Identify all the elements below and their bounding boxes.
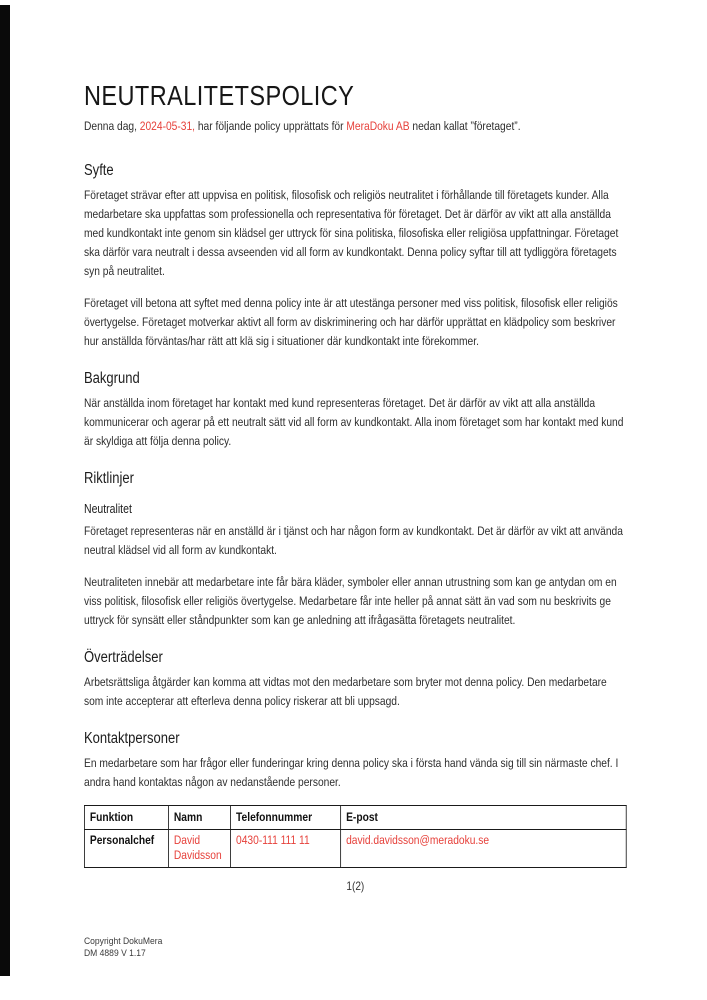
contact-table (84, 805, 627, 868)
document-content (84, 82, 627, 893)
subsection-heading-neutralitet: Neutralitet (84, 502, 132, 516)
table-header-telefonnummer: Telefonnummer (231, 806, 341, 830)
contact-namn: David Davidsson (168, 830, 230, 868)
paragraph-bakgrund-1: När anställda inom företaget har kontakt med kund representeras företaget. Det är därför av vikt att alla anställda kommunicerar och agerar på ett neutralt sätt vid all form av kundkontakt. Alla inom företaget som har kontakt med kund är skyldiga att följa denna policy. (84, 396, 624, 448)
document-title: NEUTRALITETSPOLICY (84, 80, 355, 111)
copyright-line: Copyright DokuMera (84, 936, 163, 947)
section-heading-kontaktpersoner: Kontaktpersoner (84, 730, 180, 747)
section-heading-bakgrund: Bakgrund (84, 370, 140, 387)
contact-epost: david.davidsson@meradoku.se (341, 830, 627, 868)
intro-company-name: MeraDoku AB (346, 119, 410, 133)
contact-telefonnummer: 0430-111 111 11 (231, 830, 341, 868)
copyright-block (84, 936, 162, 960)
intro-date: 2024-05-31, (139, 119, 196, 133)
paragraph-kontaktpersoner-1: En medarbetare som har frågor eller funderingar kring denna policy ska i första hand vända sig till sin närmaste chef. I andra hand kontaktas någon av nedanstående personer. (84, 756, 619, 789)
section-heading-riktlinjer: Riktlinjer (84, 470, 134, 487)
scan-edge-bar (0, 5, 10, 976)
section-heading-syfte: Syfte (84, 162, 114, 179)
paragraph-riktlinjer-2: Neutraliteten innebär att medarbetare inte får bära kläder, symboler eller annan utrustning som kan ge antydan om en viss politisk, filosofisk eller religiös övertygelse. Medarbetare får inte heller på annat sätt än vad som nu beskrivits ge uttryck för synsätt eller ståndpunkter som kan ge anledning att ifrågasätta företagets neutralitet. (84, 575, 617, 627)
intro-text-2: har följande policy upprättats för (195, 119, 347, 133)
table-header-namn: Namn (168, 806, 230, 830)
intro-text-3: nedan kallat ”företaget”. (409, 119, 521, 133)
paragraph-overtradelser-1: Arbetsrättsliga åtgärder kan komma att vidtas mot den medarbetare som bryter mot denna policy. Den medarbetare som inte accepterar att efterleva denna policy riskerar att bli uppsagd. (84, 675, 607, 708)
paragraph-riktlinjer-1: Företaget representeras när en anställd är i tjänst och har någon form av kundkontakt. Det är därför av vikt att använda neutral klädsel vid all form av kundkontakt. (84, 524, 623, 557)
paragraph-syfte-1: Företaget strävar efter att uppvisa en politisk, filosofisk och religiös neutralitet i förhållande till företagets kunder. Alla medarbetare ska uppfattas som professionella och representativa för företaget. Det är därför av vikt att alla anställda med kundkontakt inte genom sin klädsel ger uttryck för sina politiska, filosofiska eller religiösa uppfattningar. Företaget ska därför vara neutralt i dessa avseenden vid all form av kundkontakt. Denna policy syftar till att tydliggöra företagets syn på neutralitet. (84, 188, 619, 278)
page-number: 1(2) (346, 879, 365, 893)
table-header-epost: E-post (341, 806, 627, 830)
table-header-funktion: Funktion (84, 806, 168, 830)
section-heading-overtradelser: Överträdelser (84, 649, 163, 666)
intro-text-1: Denna dag, (84, 119, 140, 133)
contact-table-row (84, 830, 626, 868)
contact-funktion: Personalchef (84, 830, 168, 868)
paragraph-syfte-2: Företaget vill betona att syftet med denna policy inte är att utestänga personer med viss politisk, filosofisk eller religiös övertygelse. Företaget motverkar aktivt all form av diskriminering och har därför upprättat en klädpolicy som beskriver hur anställda förväntas/har rätt att klä sig i situationer där kundkontakt inte förekommer. (84, 296, 618, 348)
intro-line (84, 117, 627, 135)
contact-table-header-row (84, 806, 626, 830)
document-id-line: DM 4889 V 1.17 (84, 948, 146, 959)
